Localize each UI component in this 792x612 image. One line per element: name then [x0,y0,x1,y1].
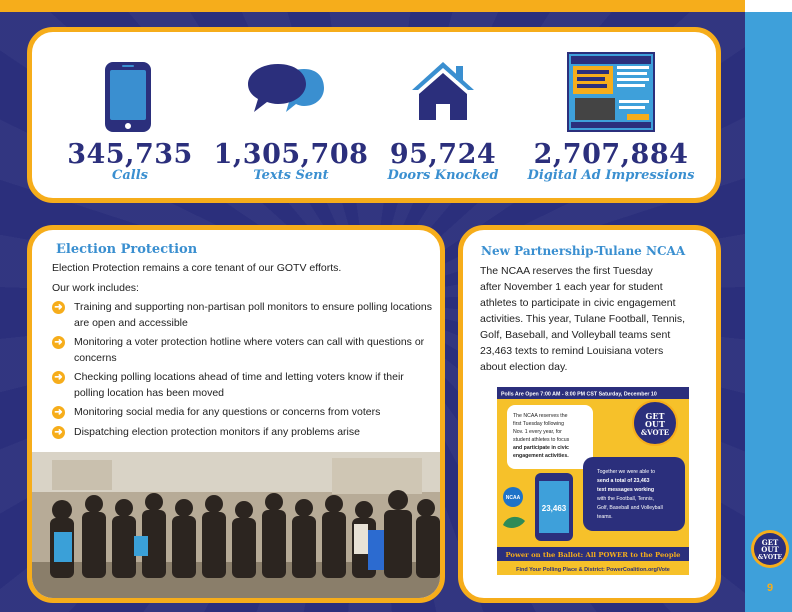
badge-line: OUT [761,545,779,554]
flyer-footer-line: Power on the Ballot: All POWER to the People [505,551,681,559]
flyer-left-line: The NCAA reserves the [513,413,568,419]
stat-value: 345,735 [67,139,193,170]
intro-text: Election Protection remains a core tenant of our GOTV efforts. [52,262,342,274]
flyer-right-line: with the Football, Tennis, [597,496,654,502]
list-item-text: Dispatching election protection monitors if any problems arise [74,425,360,438]
flyer-badge-line: GET [645,411,665,421]
ncaa-partnership-panel [458,225,721,603]
flyer-left-line: and participate in civic [513,445,569,451]
flyer-left-line: engagement activities. [513,453,569,459]
stats-panel [27,27,721,203]
arrow-icon: ➜ [52,336,65,349]
house-icon [410,60,476,120]
flyer-left-line: first Tuesday following [513,421,565,427]
list-item [52,405,437,421]
stat-value: 95,724 [389,139,497,170]
flyer-right-line: teams. [597,514,613,520]
page-number: 9 [766,582,774,594]
flyer-right-line: text messages working [597,487,655,493]
get-out-vote-badge [750,529,790,569]
flyer-ncaa-logo: NCAA [505,495,521,501]
arrow-icon: ➜ [52,301,65,314]
list-item-text: Monitoring social media for any questions or concerns from voters [74,406,381,418]
digital-ad-icon [567,52,655,132]
flyer-right-line: send a total of 23,463 [597,478,650,484]
flyer-badge-line: &VOTE [640,428,670,437]
body-line: about election day. [480,361,568,373]
body-line: 23,463 texts to remind Louisiana voters [480,345,664,357]
election-protection-panel [27,225,445,603]
work-list [52,300,437,444]
flyer-phone-text: 23,463 [541,504,567,513]
list-item [52,335,437,366]
list-item-text: Checking polling locations ahead of time and letting voters know if their polling location has been moved [74,371,404,399]
group-photo [32,452,440,598]
body-line: activities. This year, Tulane Football, Tennis, [480,313,686,325]
arrow-icon: ➜ [52,371,65,384]
arrow-icon: ➜ [52,426,65,439]
list-item [52,370,437,401]
stat-label: Digital Ad Impressions [527,168,695,183]
list-item [52,425,437,441]
section-title: Election Protection [56,242,198,257]
stat-value: 2,707,884 [533,139,689,170]
work-intro-text: Our work includes: [52,282,139,294]
flyer-right-line: Together we were able to [597,469,655,475]
flyer-footer-line: Find Your Polling Place & District: PowerCoalition.org/Vote [516,567,670,573]
top-gold-bar [0,0,745,12]
phone-icon [105,62,151,132]
stat-label: Doors Knocked [387,168,499,183]
side-strip-top [745,0,792,12]
arrow-icon: ➜ [52,406,65,419]
badge-line: &VOTE [757,554,783,561]
body-line: The NCAA reserves the first Tuesday [480,265,653,277]
list-item-text: Monitoring a voter protection hotline where voters can call with questions or concerns [74,336,425,364]
flyer-left-line: student athletes to focus [513,437,570,443]
list-item-text: Training and supporting non-partisan poll monitors to ensure polling locations are open and accessible [74,301,432,329]
side-strip [745,0,792,612]
list-item [52,300,437,331]
stat-value: 1,305,708 [213,139,369,170]
flyer-right-line: Golf, Baseball and Volleyball [597,505,663,511]
stat-label: Texts Sent [253,168,329,183]
body-line: after November 1 each year for student [480,281,663,293]
gotv-flyer-image [497,387,689,575]
partnership-body [480,263,712,375]
body-line: Golf, Baseball, and Volleyball teams sent [480,329,671,341]
badge-line: GET [761,538,779,547]
stat-label: Calls [112,168,148,183]
chat-bubbles-icon [246,64,324,126]
body-line: athletes to participate in civic engagement [480,297,676,309]
flyer-badge-line: OUT [645,419,665,429]
flyer-left-line: Nov. 1 every year, for [513,429,562,435]
flyer-header: Polls Are Open 7:00 AM - 8:00 PM CST Saturday, December 10 [501,391,657,398]
section-title: New Partnership-Tulane NCAA [481,244,686,258]
